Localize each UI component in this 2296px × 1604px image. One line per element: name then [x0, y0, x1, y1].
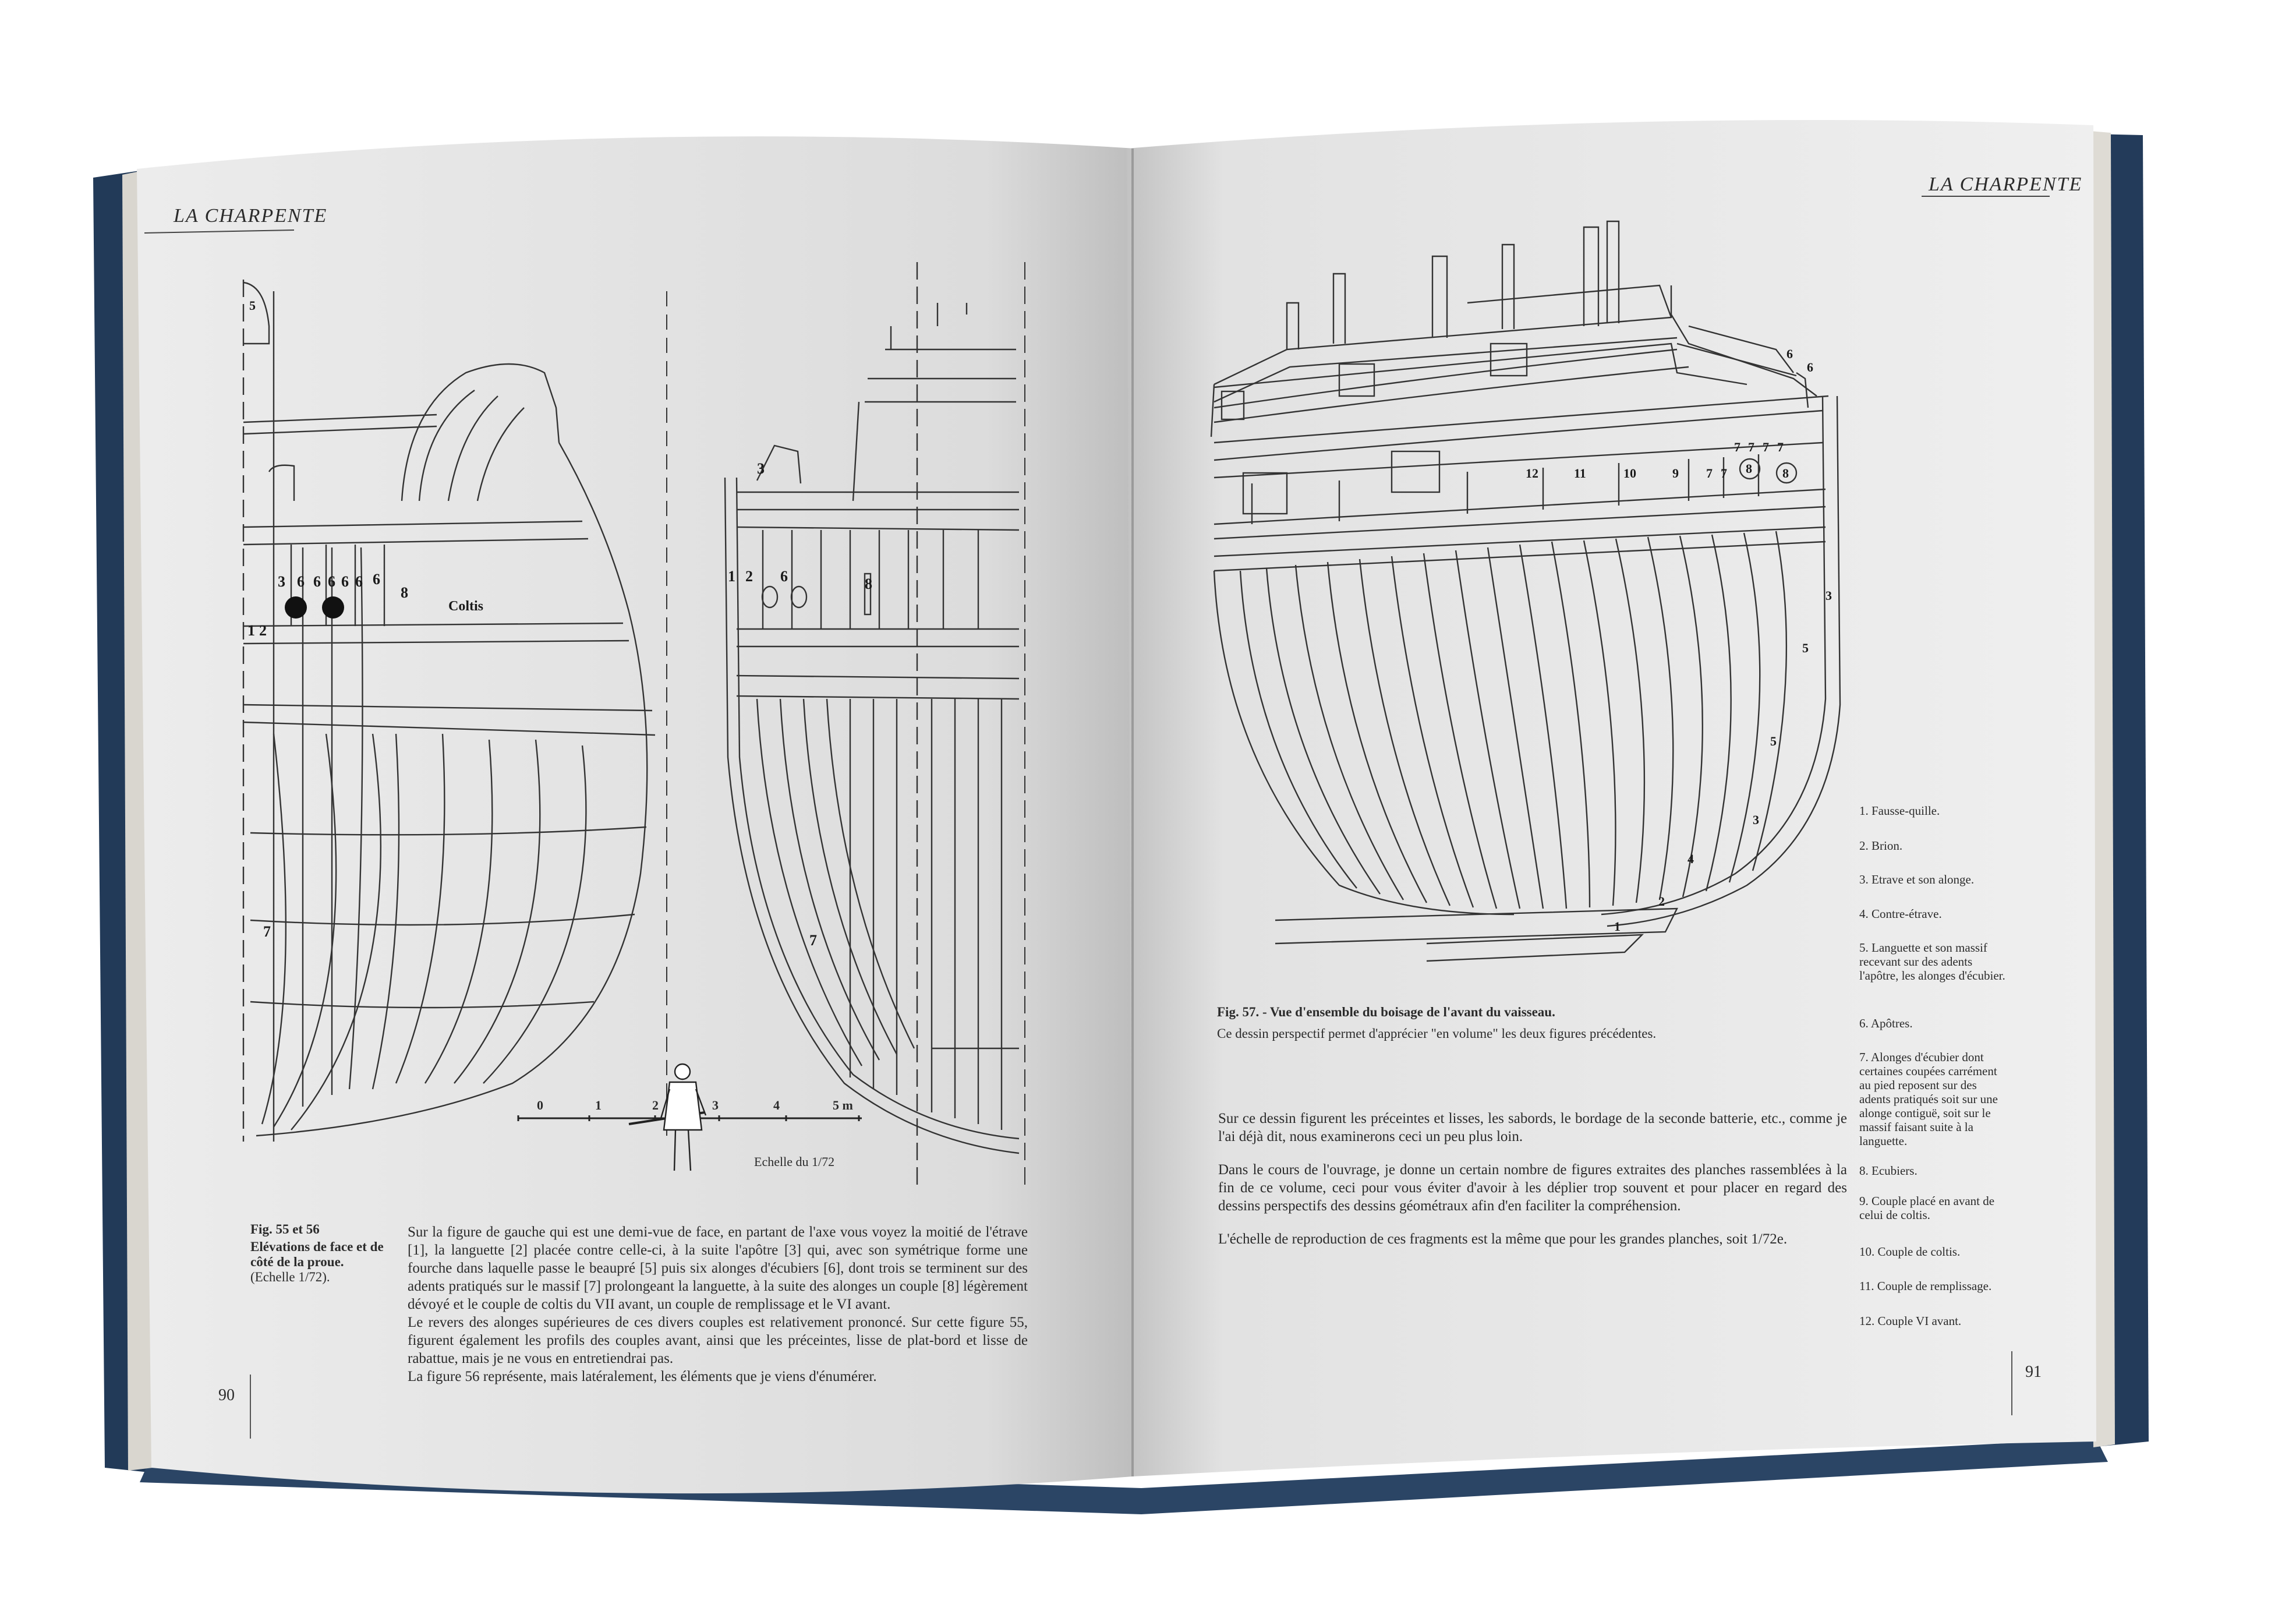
fig56-label-languette: 2 — [745, 568, 753, 585]
fig55-label-beaupre: 5 — [249, 298, 256, 313]
scale-tick: 4 — [773, 1098, 780, 1112]
legend-item: 11. Couple de remplissage. — [1859, 1279, 1992, 1293]
left-running-header: LA CHARPENTE — [174, 205, 328, 227]
legend-item: 9. Couple placé en avant de celui de coltis. — [1859, 1194, 1995, 1222]
fig57-label-languette: 5 — [1802, 641, 1809, 655]
scale-tick: 5 m — [833, 1098, 853, 1112]
fig55-label-alonge: 6 — [341, 573, 349, 590]
legend-item: 2. Brion. — [1859, 839, 1903, 853]
legend-item: 8. Ecubiers. — [1859, 1164, 1918, 1178]
left-body-text — [408, 1223, 1028, 1386]
fig57-label-coltis: 10 — [1623, 466, 1636, 481]
fig57-label-brion: 2 — [1658, 894, 1665, 909]
fig55-label-massif: 7 — [263, 923, 271, 940]
left-paragraph: Sur la figure de gauche qui est une demi-vue de face, en partant de l'axe vous voyez la moitié de l'étrave [1], la languette [2] placée contre celle-ci, à la suite l'apôtre [3] qui, avec son symétrique forme une fourche dans laquelle passe le beaupré [5] puis six alonges d'écubiers [6], dont trois se terminent sur des adents pratiqués sur le massif [7] prolongeant la languette, à la suite des alonges un couple [8] légèrement dévoyé et le couple de coltis du VII avant, un couple de remplissage et le VI avant. — [408, 1224, 1028, 1312]
fig55-label-alonge: 6 — [297, 573, 305, 590]
legend-item: 3. Etrave et son alonge. — [1859, 872, 1975, 886]
fig55-label-couple: 8 — [401, 584, 408, 601]
fig55-label-alonge: 6 — [355, 573, 363, 590]
fig57-label-alonge: 7 — [1748, 440, 1754, 454]
fig57-label-alonge: 7 — [1721, 466, 1727, 481]
legend-item: 10. Couple de coltis. — [1859, 1245, 1961, 1259]
scale-bar-label: Echelle du 1/72 — [754, 1154, 835, 1169]
legend-item: 7. Alonges d'écubier dont certaines coupées carrément au pied reposent sur des adents pratiqués soit sur une alonge contiguë, soit sur le massif faisant suite à la languette. — [1859, 1050, 1998, 1148]
fig57-label-languette: 5 — [1770, 734, 1777, 748]
fig57-label-ecubier: 8 — [1782, 466, 1789, 481]
right-paragraph: Sur ce dessin figurent les préceintes et lisses, les sabords, le bordage de la seconde batterie, etc., comme je l'ai déjà dit, nous examinerons ceci un peu plus loin. — [1218, 1111, 1847, 1144]
fig57-label-remplissage: 11 — [1574, 466, 1586, 481]
hawse-hole — [322, 596, 344, 619]
fig57-label-alonge: 7 — [1777, 440, 1784, 454]
legend-item: 12. Couple VI avant. — [1859, 1314, 1962, 1328]
right-figure-caption-title: Fig. 57. - Vue d'ensemble du boisage de l'avant du vaisseau. — [1217, 1005, 1555, 1019]
fig57-label-apotre: 6 — [1807, 360, 1813, 374]
fig55-label-languette: 2 — [259, 622, 267, 639]
right-page — [1127, 120, 2096, 1476]
fig57-label-fausse-quille: 1 — [1614, 919, 1621, 934]
fig57-label-couple-vi: 12 — [1526, 466, 1538, 481]
legend-item: 1. Fausse-quille. — [1859, 804, 1940, 818]
fig57-label-alonge: 7 — [1706, 466, 1713, 481]
fig55-label-alonge: 6 — [373, 571, 380, 588]
fig56-label-massif: 7 — [809, 932, 817, 949]
fig57-label-apotre: 6 — [1786, 347, 1793, 361]
left-page-number: 90 — [218, 1386, 235, 1404]
fig57-label-etrave: 3 — [1826, 588, 1832, 603]
left-paragraph: Le revers des alonges supérieures de ces divers couples est relativement prononcé. Sur cette figure 55, figurent également les profils des couples avant, ainsi que les préceintes, lisse de plat-bord et lisse de rabattue, mais je ne vous en entretiendrai pas. — [408, 1315, 1028, 1366]
fig56-label-alonge: 6 — [780, 568, 788, 585]
legend-item: 6. Apôtres. — [1859, 1016, 1913, 1030]
scale-tick: 1 — [595, 1098, 602, 1112]
fig56-label-apotre: 3 — [757, 460, 765, 477]
right-page-number: 91 — [2025, 1363, 2042, 1381]
fig55-label-coltis: Coltis — [448, 599, 483, 614]
right-body-text — [1218, 1110, 1847, 1248]
fig55-label-alonge: 6 — [313, 573, 321, 590]
legend-item: 5. Languette et son massif recevant sur des adents l'apôtre, les alonges d'écubier. — [1859, 941, 2005, 983]
fig55-label-apotre: 3 — [278, 573, 285, 590]
fig57-label-alonge: 7 — [1763, 440, 1769, 454]
right-paragraph: L'échelle de reproduction de ces fragments est la même que pour les grandes planches, soit 1/72e. — [1218, 1231, 1788, 1247]
left-paragraph: La figure 56 représente, mais latéralement, les éléments que je viens d'énumérer. — [408, 1369, 877, 1384]
right-running-header: LA CHARPENTE — [1929, 174, 2083, 195]
left-figure-caption-title: Fig. 55 et 56 — [250, 1222, 320, 1236]
fig57-label-ecubier: 8 — [1746, 461, 1752, 476]
fig55-label-etrave: 1 — [247, 622, 255, 639]
fig57-label-alonge: 7 — [1734, 440, 1740, 454]
legend-item: 4. Contre-étrave. — [1859, 907, 1942, 921]
scale-tick: 2 — [652, 1098, 659, 1112]
scale-tick: 3 — [712, 1098, 719, 1112]
right-paragraph: Dans le cours de l'ouvrage, je donne un certain nombre de figures extraites des planches rassemblées à la fin de ce volume, ceci pour vous éviter d'avoir à les déplier trop souvent et pour placer en regard des dessins perspectifs des dessins géométraux afin d'en faciliter la compréhension. — [1218, 1162, 1847, 1214]
fig55-label-alonge: 6 — [328, 573, 335, 590]
fig57-label-couple-avant: 9 — [1672, 466, 1679, 481]
fig56-label-etrave: 1 — [728, 568, 735, 585]
right-figure-caption-subtitle: Ce dessin perspectif permet d'apprécier "en volume" les deux figures précédentes. — [1217, 1026, 1657, 1041]
hawse-hole — [285, 596, 307, 619]
fig57-label-contre-etrave: 4 — [1687, 852, 1694, 866]
scale-tick: 0 — [537, 1098, 543, 1112]
fig57-label-etrave: 3 — [1753, 812, 1759, 827]
fig56-label-couple: 8 — [865, 575, 872, 592]
left-figure-caption-scale: (Echelle 1/72). — [250, 1270, 330, 1284]
left-figure-caption-subtitle: Elévations de face et de côté de la proue. — [250, 1239, 384, 1269]
